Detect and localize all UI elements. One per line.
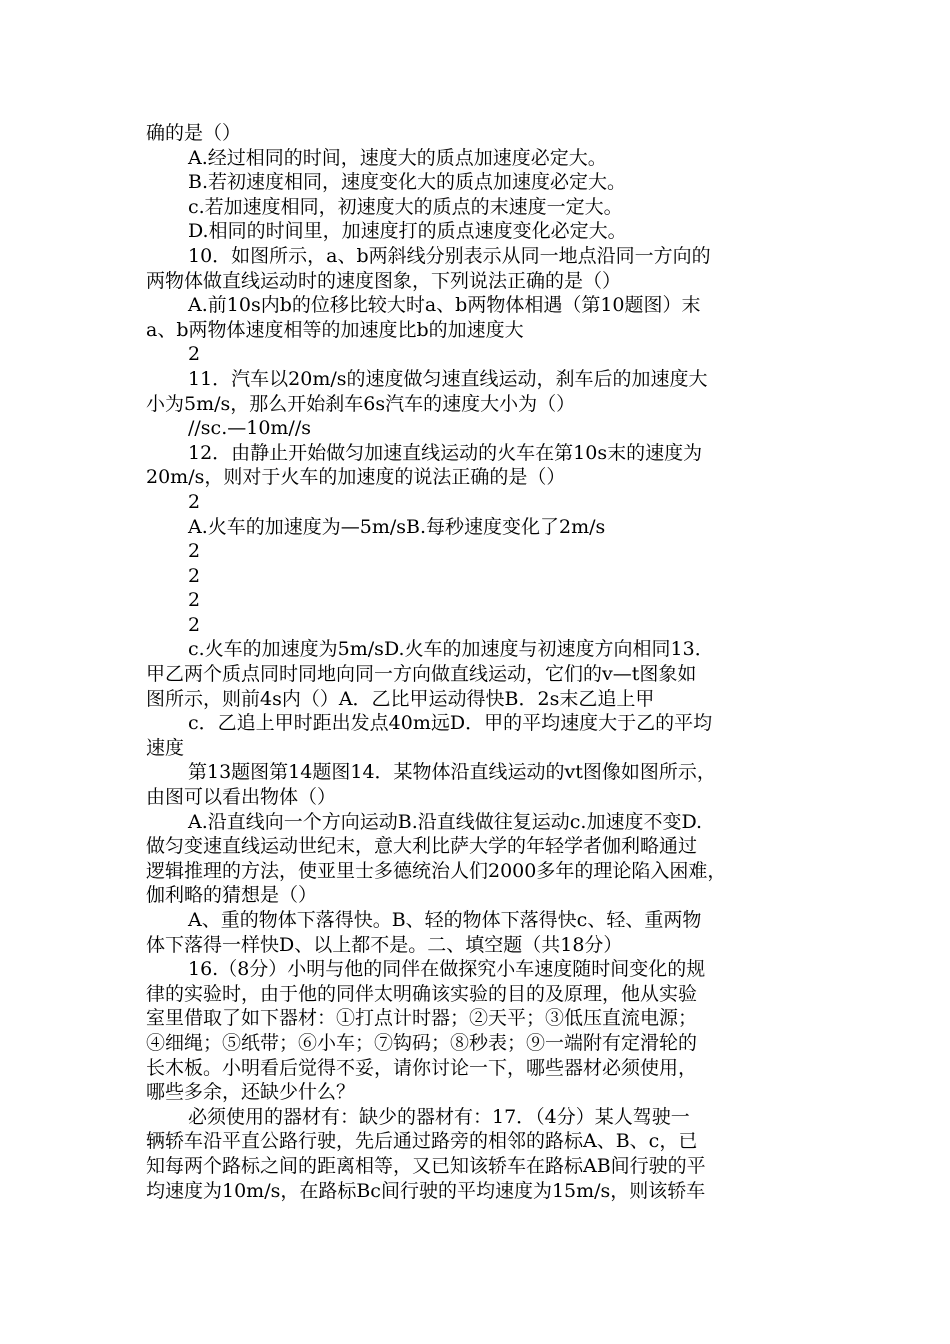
text-line: c．乙追上甲时距出发点40m远D．甲的平均速度大于乙的平均 [188, 712, 713, 735]
text-line: 2 [188, 613, 201, 636]
text-line: 11．汽车以20m/s的速度做匀速直线运动，刹车后的加速度大 [188, 367, 708, 390]
text-line: 必须使用的器材有：缺少的器材有：17．（4分）某人驾驶一 [188, 1105, 690, 1128]
text-line: 2 [188, 564, 201, 587]
text-line: 16.（8分）小明与他的同伴在做探究小车速度随时间变化的规 [188, 958, 706, 981]
text-line: 12．由静止开始做匀加速直线运动的火车在第10s末的速度为 [188, 441, 703, 464]
text-line: 知每两个路标之间的距离相等，又已知该轿车在路标AB间行驶的平 [146, 1154, 706, 1177]
text-line: 体下落得一样快D、以上都不是。二、填空题（共18分） [146, 933, 623, 956]
text-line: A.前10s内b的位移比较大时a、b两物体相遇（第10题图）末 [188, 294, 701, 317]
text-line: 逻辑推理的方法，使亚里士多德统治人们2000多年的理论陷入困难， [146, 859, 727, 882]
text-line: 2 [188, 589, 201, 612]
text-line: 哪些多余，还缺少什么？ [146, 1081, 356, 1104]
document-body [146, 121, 818, 1203]
text-line: c.火车的加速度为5m/sD.火车的加速度与初速度方向相同13． [188, 638, 714, 661]
text-line: ④细绳；⑤纸带；⑥小车；⑦钩码；⑧秒表；⑨一端附有定滑轮的 [146, 1031, 698, 1054]
text-line: 10．如图所示，a、b两斜线分别表示从同一地点沿同一方向的 [188, 244, 711, 267]
text-line: 两物体做直线运动时的速度图象，下列说法正确的是（） [146, 269, 622, 292]
text-line: 由图可以看出物体（） [146, 786, 337, 809]
text-line: A.沿直线向一个方向运动B.沿直线做往复运动c.加速度不变D. [188, 810, 703, 833]
text-line: 速度 [146, 736, 185, 759]
text-line: a、b两物体速度相等的加速度比b的加速度大 [146, 318, 524, 341]
text-line: 第13题图第14题图14．某物体沿直线运动的vt图像如图所示， [188, 761, 716, 784]
text-line: 2 [188, 540, 201, 563]
text-line: 确的是（） [146, 122, 242, 144]
text-line: A.火车的加速度为—5m/sB.每秒速度变化了2m/s [188, 515, 606, 538]
text-line: 律的实验时，由于他的同伴太明确该实验的目的及原理，他从实验 [146, 982, 698, 1005]
text-line: 甲乙两个质点同时同地向同一方向做直线运动，它们的v—t图象如 [146, 663, 697, 686]
text-line: //sc.—10m//s [188, 417, 311, 440]
text-line: A.经过相同的时间，速度大的质点加速度必定大。 [188, 146, 607, 169]
text-line: 小为5m/s，那么开始刹车6s汽车的速度大小为（） [146, 392, 576, 415]
text-line: A、重的物体下落得快。B、轻的物体下落得快c、轻、重两物 [188, 909, 702, 931]
text-line: 均速度为10m/s，在路标Bc间行驶的平均速度为15m/s，则该轿车 [146, 1179, 706, 1202]
text-line: 图所示，则前4s内（）A．乙比甲运动得快B．2s末乙追上甲 [146, 687, 655, 710]
text-line: D.相同的时间里，加速度打的质点速度变化必定大。 [188, 220, 627, 243]
text-line: c.若加速度相同，初速度大的质点的末速度一定大。 [188, 195, 623, 218]
text-line: 2 [188, 343, 201, 366]
text-line: 长木板。小明看后觉得不妥，请你讨论一下，哪些器材必须使用， [146, 1056, 698, 1079]
text-line: 室里借取了如下器材：①打点计时器；②天平；③低压直流电源； [146, 1007, 698, 1030]
text-line: 辆轿车沿平直公路行驶，先后通过路旁的相邻的路标A、B、c，已 [146, 1130, 698, 1153]
text-line: 2 [188, 490, 201, 513]
text-line: 伽利略的猜想是（） [146, 884, 318, 907]
text-line: 20m/s，则对于火车的加速度的说法正确的是（） [146, 466, 566, 489]
text-line: 做匀变速直线运动世纪末，意大利比萨大学的年轻学者伽利略通过 [146, 835, 698, 858]
text-line: B.若初速度相同，速度变化大的质点加速度必定大。 [188, 171, 627, 194]
